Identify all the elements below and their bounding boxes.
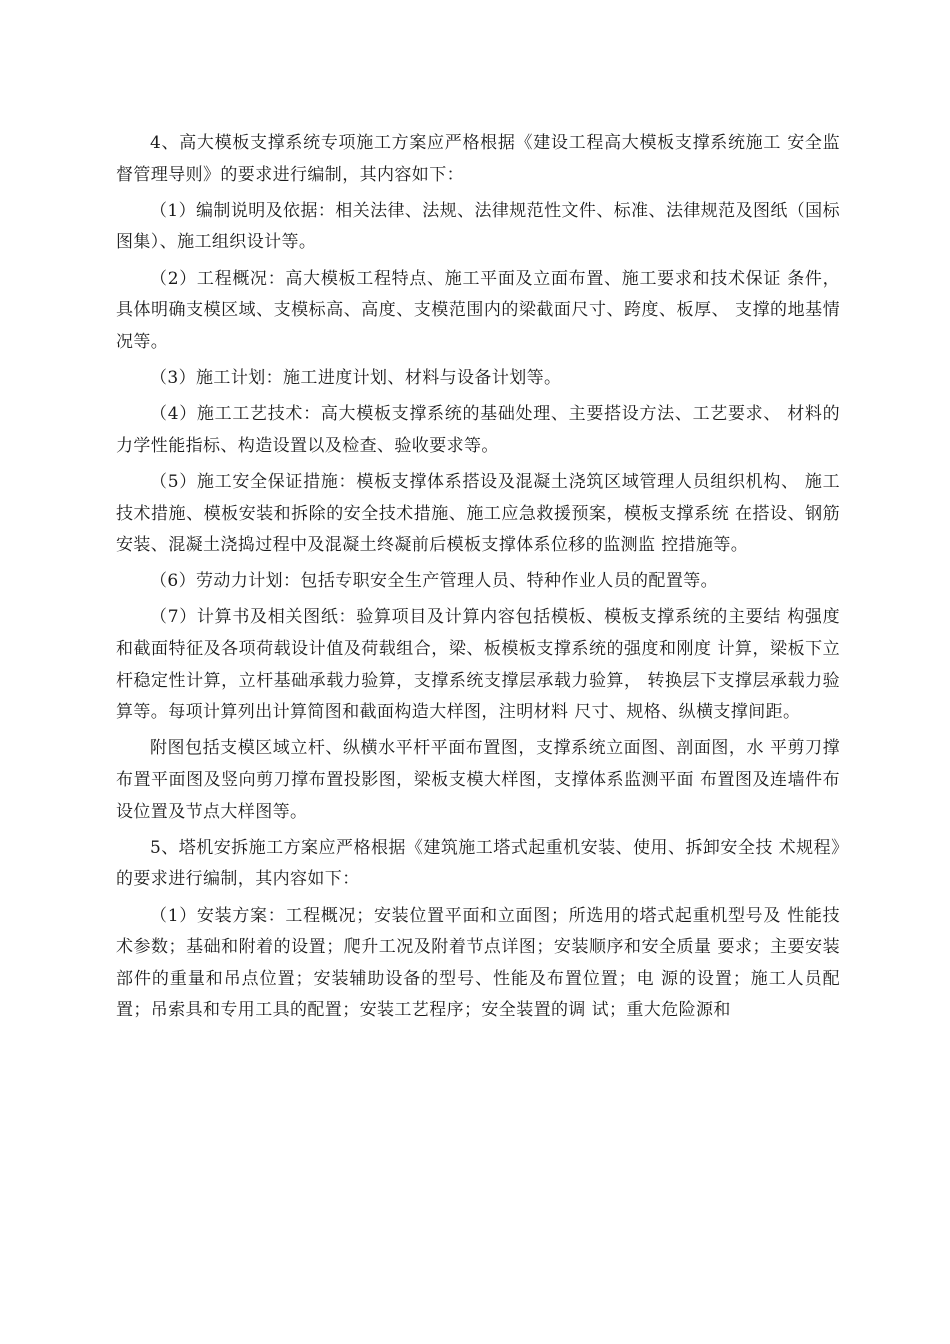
document-body	[116, 128, 840, 1032]
paragraph-item-2-overview: （2）工程概况：高大模板工程特点、施工平面及立面布置、施工要求和技术保证 条件，具体明确支模区域、支模标高、高度、支模范围内的梁截面尺寸、跨度、板厚、 支撑的地基情况等。	[116, 268, 840, 352]
paragraph-item-3-schedule: （3）施工计划：施工进度计划、材料与设备计划等。	[150, 367, 562, 388]
paragraph-installation-plan: （1）安装方案：工程概况；安装位置平面和立面图；所选用的塔式起重机型号及 性能技术参数；基础和附着的设置；爬升工况及附着节点详图；安装顺序和安全质量 要求；主要安装部件的重量和吊点位置；安装辅助设备的型号、性能及布置位置；电 源的设置；施工人员配置；吊索具和专用工具的配置；安装工艺程序；安全装置的调 试；重大危险源和	[116, 905, 840, 1021]
paragraph-item-1-basis: （1）编制说明及依据：相关法律、法规、法律规范性文件、标准、法律规范及图纸（国标 图集）、施工组织设计等。	[116, 200, 840, 253]
paragraph-item-4-technique: （4）施工工艺技术：高大模板支撑系统的基础处理、主要搭设方法、工艺要求、 材料的力学性能指标、构造设置以及检查、验收要求等。	[116, 404, 840, 456]
paragraph-item-7-calculation: （7）计算书及相关图纸：验算项目及计算内容包括模板、模板支撑系统的主要结 构强度和截面特征及各项荷载设计值及荷载组合，梁、板模板支撑系统的强度和刚度 计算，梁板下立杆稳定性计算，立杆基础承载力验算，支撑系统支撑层承载力验算， 转换层下支撑层承载力验算等。每项计算列出计算简图和截面构造大样图，注明材料 尺寸、规格、纵横支撑间距。	[116, 607, 840, 723]
paragraph-item-6-labor: （6）劳动力计划：包括专职安全生产管理人员、特种作业人员的配置等。	[150, 571, 719, 592]
paragraph-section-4-heading: 4、高大模板支撑系统专项施工方案应严格根据《建设工程高大模板支撑系统施工 安全监督管理导则》的要求进行编制，其内容如下：	[116, 133, 840, 185]
paragraph-attached-drawings: 附图包括支模区域立杆、纵横水平杆平面布置图，支撑系统立面图、剖面图，水 平剪刀撑布置平面图及竖向剪刀撑布置投影图，梁板支模大样图，支撑体系监测平面 布置图及连墙件布设位置及节点大样图等。	[116, 738, 840, 822]
paragraph-item-5-safety: （5）施工安全保证措施：模板支撑体系搭设及混凝土浇筑区域管理人员组织机构、 施工技术措施、模板安装和拆除的安全技术措施、施工应急救援预案，模板支撑系统 在搭设、钢筋安装、混凝土浇捣过程中及混凝土终凝前后模板支撑体系位移的监测监 控措施等。	[116, 471, 840, 556]
paragraph-section-5-heading: 5、塔机安拆施工方案应严格根据《建筑施工塔式起重机安装、使用、拆卸安全技 术规程》的要求进行编制，其内容如下：	[116, 837, 840, 890]
